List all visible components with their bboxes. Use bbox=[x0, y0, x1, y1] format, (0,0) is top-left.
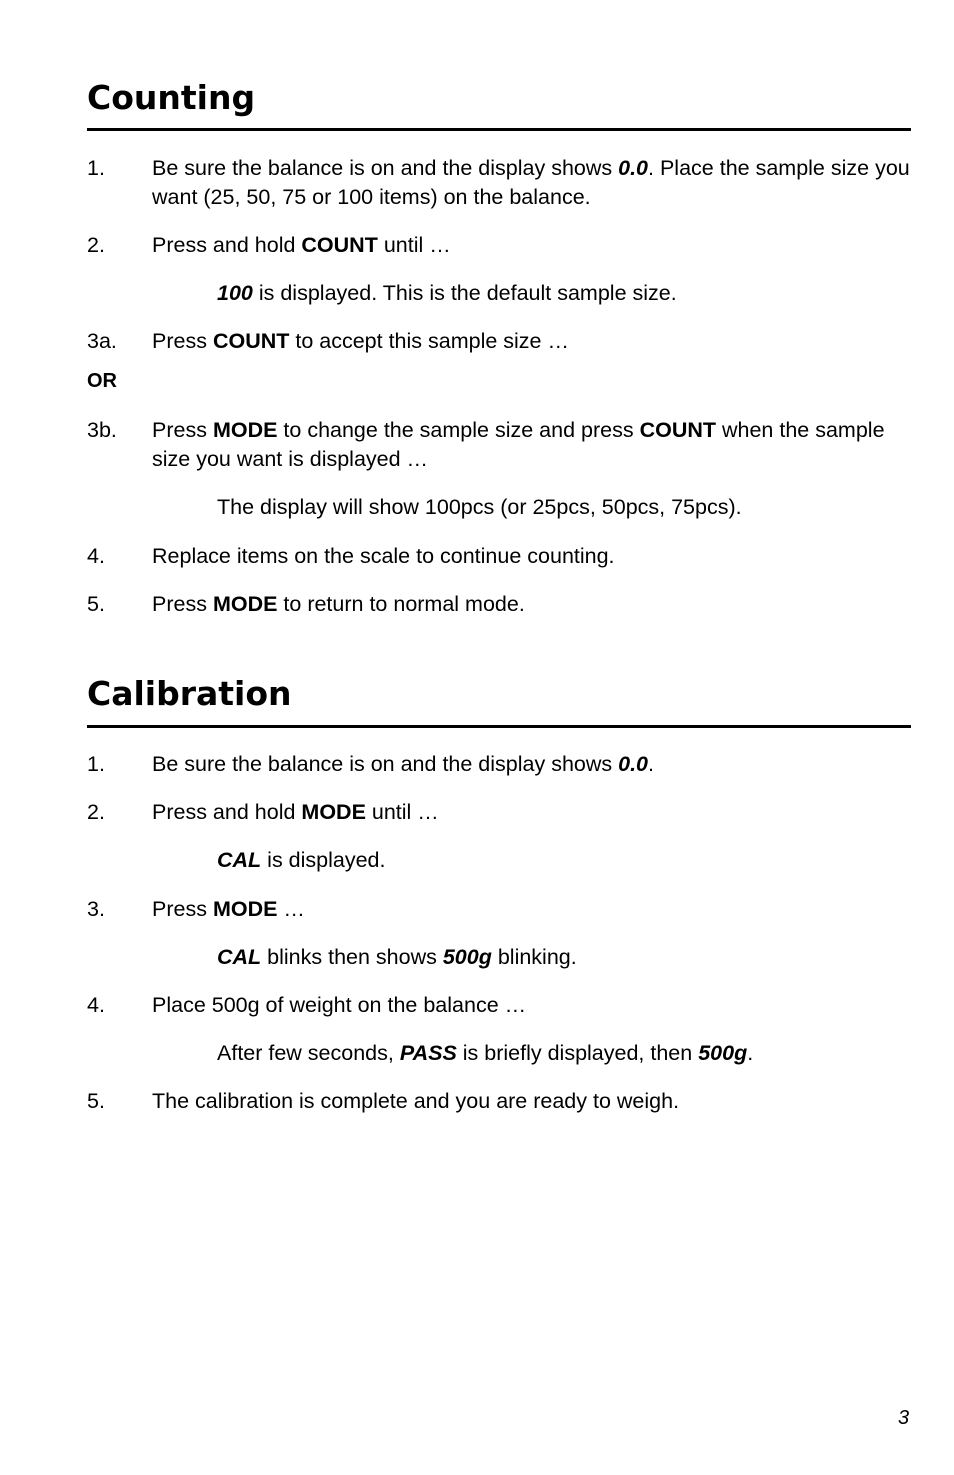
manual-page bbox=[87, 0, 911, 1475]
display-value: 0.0 bbox=[618, 156, 649, 180]
step-number: 5. bbox=[87, 1089, 105, 1113]
step-text: Be sure the balance is on and the display shows 0.0. Place the sample size you want (25, 50, 75 or 100 items) on the balance. bbox=[152, 156, 910, 209]
display-value: PASS bbox=[399, 1041, 457, 1065]
step-text: Press COUNT to accept this sample size … bbox=[152, 329, 569, 353]
step-number: 3b. bbox=[87, 418, 117, 442]
page-number: 3 bbox=[898, 1407, 910, 1429]
step-number: 4. bbox=[87, 993, 105, 1017]
calibration-step-3-result: CAL blinks then shows 500g blinking. bbox=[217, 945, 577, 969]
step-number: 5. bbox=[87, 592, 105, 616]
display-value: 500g bbox=[442, 945, 492, 969]
counting-step-2-result: 100 is displayed. This is the default sample size. bbox=[217, 281, 677, 305]
or-separator: OR bbox=[87, 370, 117, 392]
step-number: 3a. bbox=[87, 329, 117, 353]
step-text: Press MODE to return to normal mode. bbox=[152, 592, 525, 616]
calibration-divider bbox=[87, 725, 911, 728]
counting-title: Counting bbox=[87, 78, 256, 117]
display-value: CAL bbox=[217, 848, 262, 872]
display-value: 100 bbox=[217, 281, 253, 305]
step-text: Press and hold COUNT until … bbox=[152, 233, 451, 257]
step-text: The calibration is complete and you are ready to weigh. bbox=[152, 1089, 680, 1113]
step-text: Press MODE … bbox=[152, 897, 305, 921]
key-name: MODE bbox=[212, 418, 278, 442]
step-number: 1. bbox=[87, 156, 105, 180]
key-name: COUNT bbox=[301, 233, 378, 257]
display-value: 500g bbox=[698, 1041, 748, 1065]
display-value: 0.0 bbox=[618, 752, 649, 776]
step-number: 2. bbox=[87, 233, 105, 257]
key-name: COUNT bbox=[212, 329, 290, 353]
counting-divider bbox=[87, 128, 911, 131]
step-number: 2. bbox=[87, 800, 105, 824]
key-name: MODE bbox=[301, 800, 366, 824]
display-value: CAL bbox=[217, 945, 262, 969]
calibration-title: Calibration bbox=[87, 674, 292, 713]
calibration-step-4-result: After few seconds, PASS is briefly displayed, then 500g. bbox=[217, 1041, 754, 1065]
step-text: Press MODE to change the sample size and press COUNT when the sample size you want is displayed … bbox=[152, 418, 885, 471]
calibration-step-2-result: CAL is displayed. bbox=[217, 848, 386, 872]
counting-step-3b-result: The display will show 100pcs (or 25pcs, 50pcs, 75pcs). bbox=[217, 495, 742, 519]
step-text: Press and hold MODE until … bbox=[152, 800, 439, 824]
key-name: COUNT bbox=[639, 418, 717, 442]
key-name: MODE bbox=[212, 592, 278, 616]
step-text: Replace items on the scale to continue counting. bbox=[152, 544, 615, 568]
step-text: Be sure the balance is on and the display shows 0.0. bbox=[152, 752, 654, 776]
step-number: 4. bbox=[87, 544, 105, 568]
key-name: MODE bbox=[212, 897, 278, 921]
step-text: Place 500g of weight on the balance … bbox=[152, 993, 527, 1017]
step-number: 1. bbox=[87, 752, 105, 776]
step-number: 3. bbox=[87, 897, 105, 921]
